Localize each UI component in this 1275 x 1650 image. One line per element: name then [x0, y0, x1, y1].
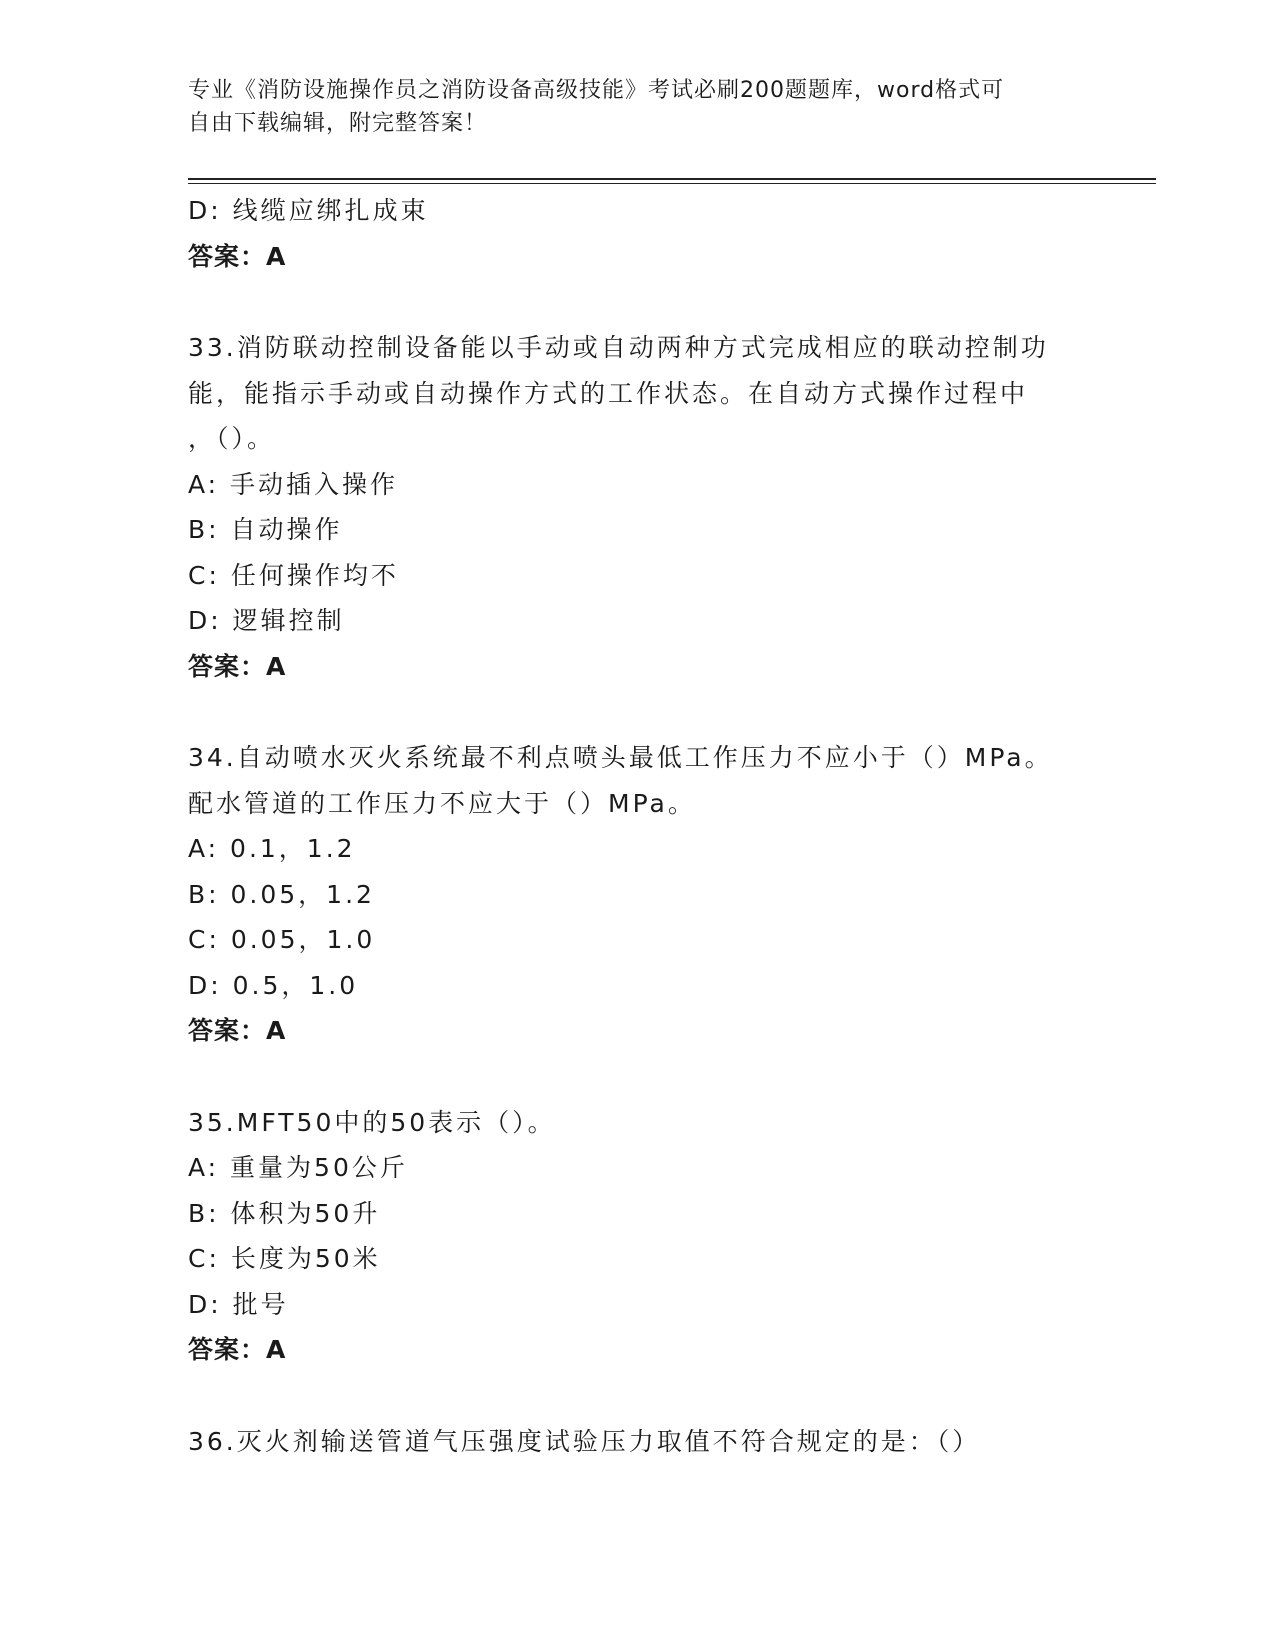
option-d: D: 批号 [188, 1289, 289, 1319]
spacer [188, 1054, 1088, 1100]
divider-thin [188, 183, 1156, 184]
option-d: D: 0.5，1.0 [188, 970, 359, 1000]
question-text-line-1: 33.消防联动控制设备能以手动或自动两种方式完成相应的联动控制功 [188, 333, 1049, 362]
option-b: B: 0.05，1.2 [188, 879, 375, 909]
option-c: C: 任何操作均不 [188, 560, 399, 590]
option-a: A: 重量为50公斤 [188, 1153, 408, 1182]
header-line-1: 专业《消防设施操作员之消防设备高级技能》考试必刷200题题库，word格式可 [188, 78, 1005, 103]
question-text-line-2: 能，能指示手动或自动操作方式的工作状态。在自动方式操作过程中 [188, 378, 1029, 408]
question-36 [188, 1419, 1088, 1465]
divider-thick [188, 178, 1156, 180]
option-b: B: 自动操作 [188, 515, 343, 544]
option-d: D: 线缆应绑扎成束 [188, 196, 429, 225]
question-text-line-1: 34.自动喷水灭火系统最不利点喷头最低工作压力不应小于（）MPa。 [188, 743, 1053, 772]
option-a: A: 手动插入操作 [188, 469, 399, 499]
document-header [188, 74, 1068, 140]
question-text-line-1: 35.MFT50中的50表示（）。 [188, 1107, 556, 1137]
spacer [188, 689, 1088, 735]
question-text-line-3: ，（）。 [188, 424, 276, 453]
answer-label: 答案：A [188, 1016, 287, 1045]
question-text-line-1: 36.灭火剂输送管道气压强度试验压力取值不符合规定的是：（） [188, 1426, 981, 1456]
answer-label: 答案：A [188, 1335, 287, 1364]
option-c: C: 长度为50米 [188, 1244, 381, 1273]
spacer [188, 279, 1088, 325]
question-32-tail [188, 188, 1088, 279]
header-line-2: 自由下载编辑，附完整答案！ [188, 111, 488, 136]
answer-label: 答案：A [188, 241, 287, 271]
question-34 [188, 735, 1088, 1054]
option-b: B: 体积为50升 [188, 1198, 381, 1228]
header-divider [188, 178, 1156, 184]
question-33 [188, 325, 1088, 689]
option-c: C: 0.05，1.0 [188, 925, 376, 954]
question-35 [188, 1100, 1088, 1373]
option-d: D: 逻辑控制 [188, 606, 345, 635]
answer-label: 答案：A [188, 651, 287, 681]
question-text-line-2: 配水管道的工作压力不应大于（）MPa。 [188, 788, 696, 818]
option-a: A: 0.1，1.2 [188, 834, 356, 863]
question-list [188, 188, 1088, 1464]
spacer [188, 1373, 1088, 1419]
